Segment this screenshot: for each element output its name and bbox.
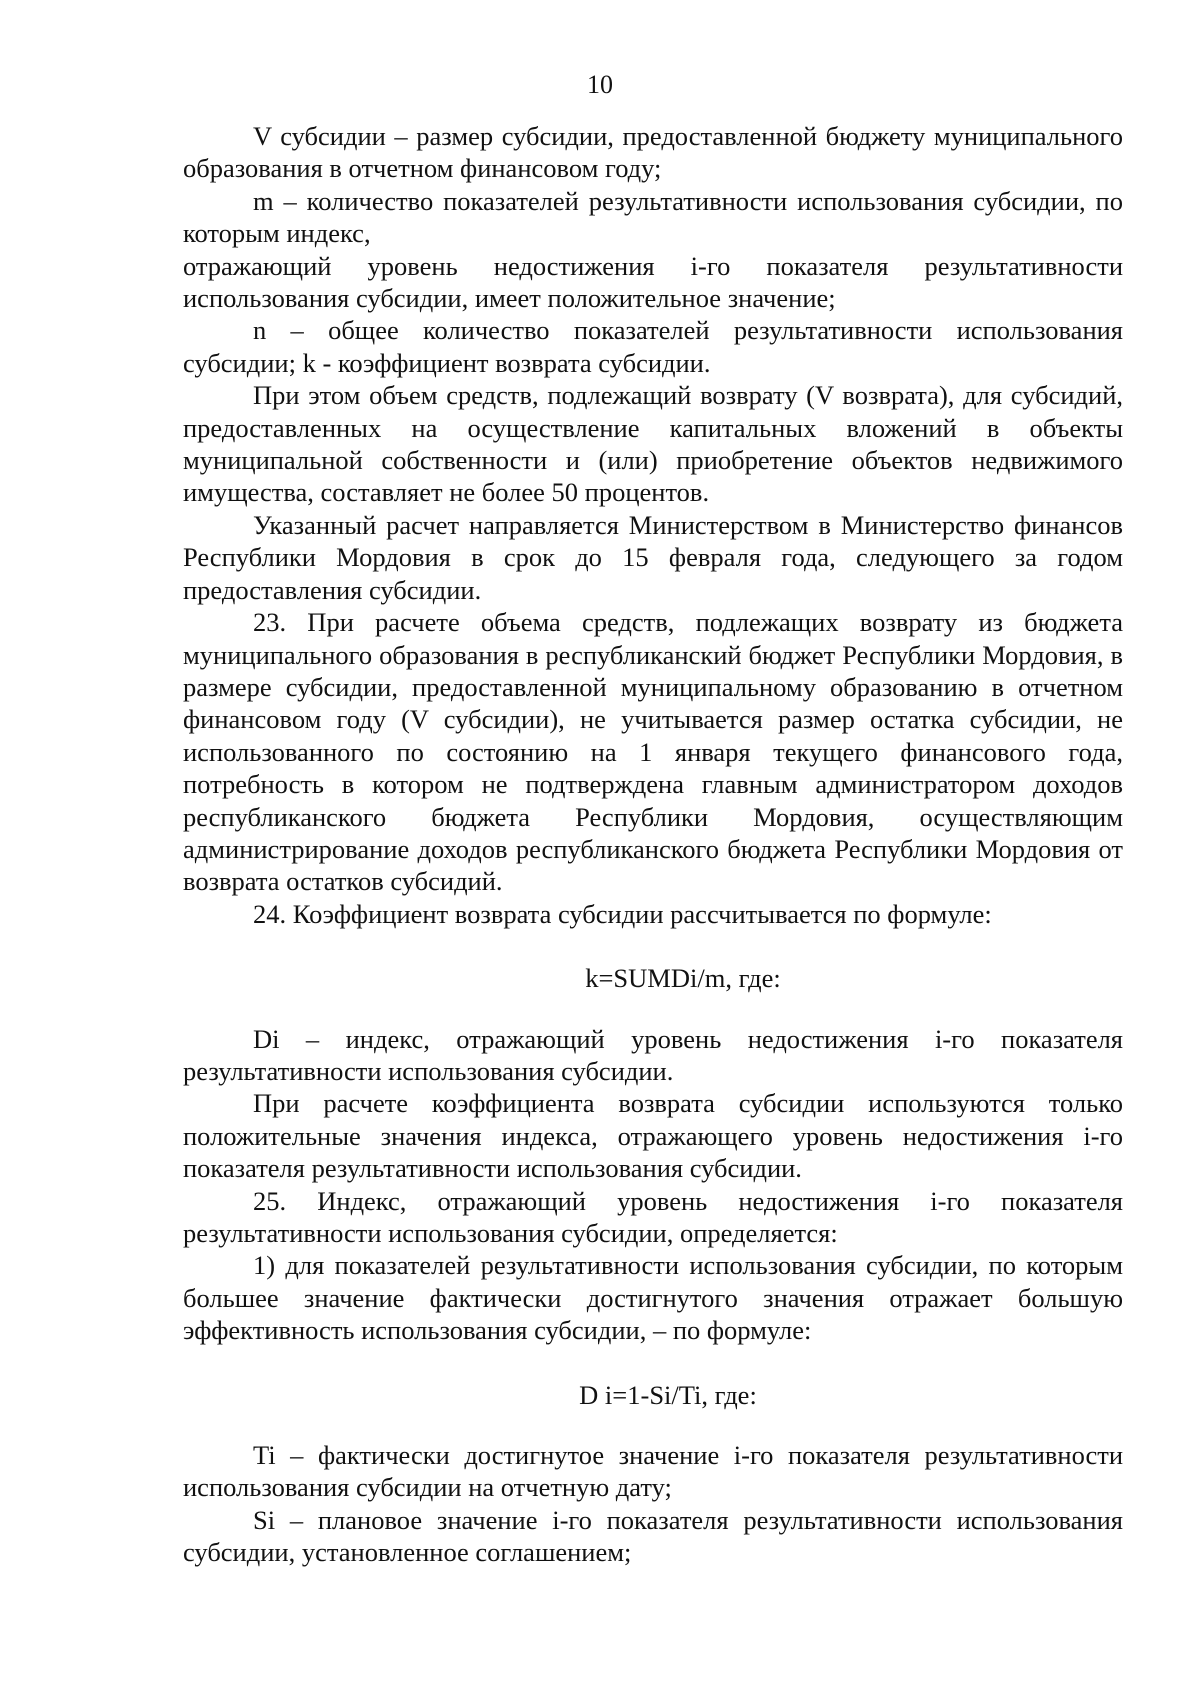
formula-k: k=SUMDi/m, где:: [585, 963, 781, 994]
paragraph-item-24: 24. Коэффициент возврата субсидии рассчитывается по формуле:: [253, 898, 992, 929]
paragraph-m-count: m – количество показателей результативности использования субсидии, по которым индекс,: [183, 185, 1123, 249]
paragraph-return-limit: При этом объем средств, подлежащий возврату (V возврата), для субсидий, предоставленных на осуществление капитальных вложений в объекты муниципальной собственности и (или) приобретение объектов недвижимого имущества, составляет не более 50 процентов.: [183, 380, 1123, 508]
paragraph-si-definition: Si – плановое значение i-го показателя результативности использования субсидии, установленное соглашением;: [183, 1504, 1123, 1568]
document-body: [183, 120, 1123, 1569]
paragraph-item-23: 23. При расчете объема средств, подлежащих возврату из бюджета муниципального образования в республиканский бюджет Республики Мордовия, в размере субсидии, предоставленной муниципальному образованию в отчетном финансовом году (V субсидии), не учитывается размер остатка субсидии, не использованного по состоянию на 1 января текущего финансового года, потребность в котором не подтверждена главным администратором доходов республиканского бюджета Республики Мордовия, осуществляющим администрирование доходов республиканского бюджета Республики Мордовия от возврата остатков субсидий.: [183, 607, 1123, 897]
paragraph-di-definition: Di – индекс, отражающий уровень недостижения i-го показателя результативности использования субсидии.: [183, 1023, 1123, 1086]
paragraph-item-25: 25. Индекс, отражающий уровень недостижения i-го показателя результативности использования субсидии, определяется:: [183, 1185, 1123, 1248]
paragraph-ti-definition: Ti – фактически достигнутое значение i-го показателя результативности использования субсидии на отчетную дату;: [183, 1440, 1123, 1503]
paragraph-calculation-sent: Указанный расчет направляется Министерством в Министерство финансов Республики Мордовия в срок до 15 февраля года, следующего за годом предоставления субсидии.: [183, 509, 1123, 605]
formula-di: D i=1-Si/Ti, где:: [579, 1379, 757, 1410]
paragraph-n-total: n – общее количество показателей результативности использования субсидии; k - коэффициент возврата субсидии.: [183, 315, 1123, 378]
paragraph-m-count-cont: отражающий уровень недостижения i-го показателя результативности использования субсидии, имеет положительное значение;: [183, 250, 1123, 314]
page-number: 10: [587, 70, 613, 99]
paragraph-subitem-1: 1) для показателей результативности использования субсидии, по которым большее значение фактически достигнутого значения отражает большую эффективность использования субсидии, – по формуле:: [183, 1250, 1123, 1346]
paragraph-positive-values: При расчете коэффициента возврата субсидии используются только положительные значения индекса, отражающего уровень недостижения i-го показателя результативности использования субсидии.: [183, 1088, 1123, 1184]
paragraph-v-subsidy: V субсидии – размер субсидии, предоставленной бюджету муниципального образования в отчетном финансовом году;: [183, 121, 1123, 184]
